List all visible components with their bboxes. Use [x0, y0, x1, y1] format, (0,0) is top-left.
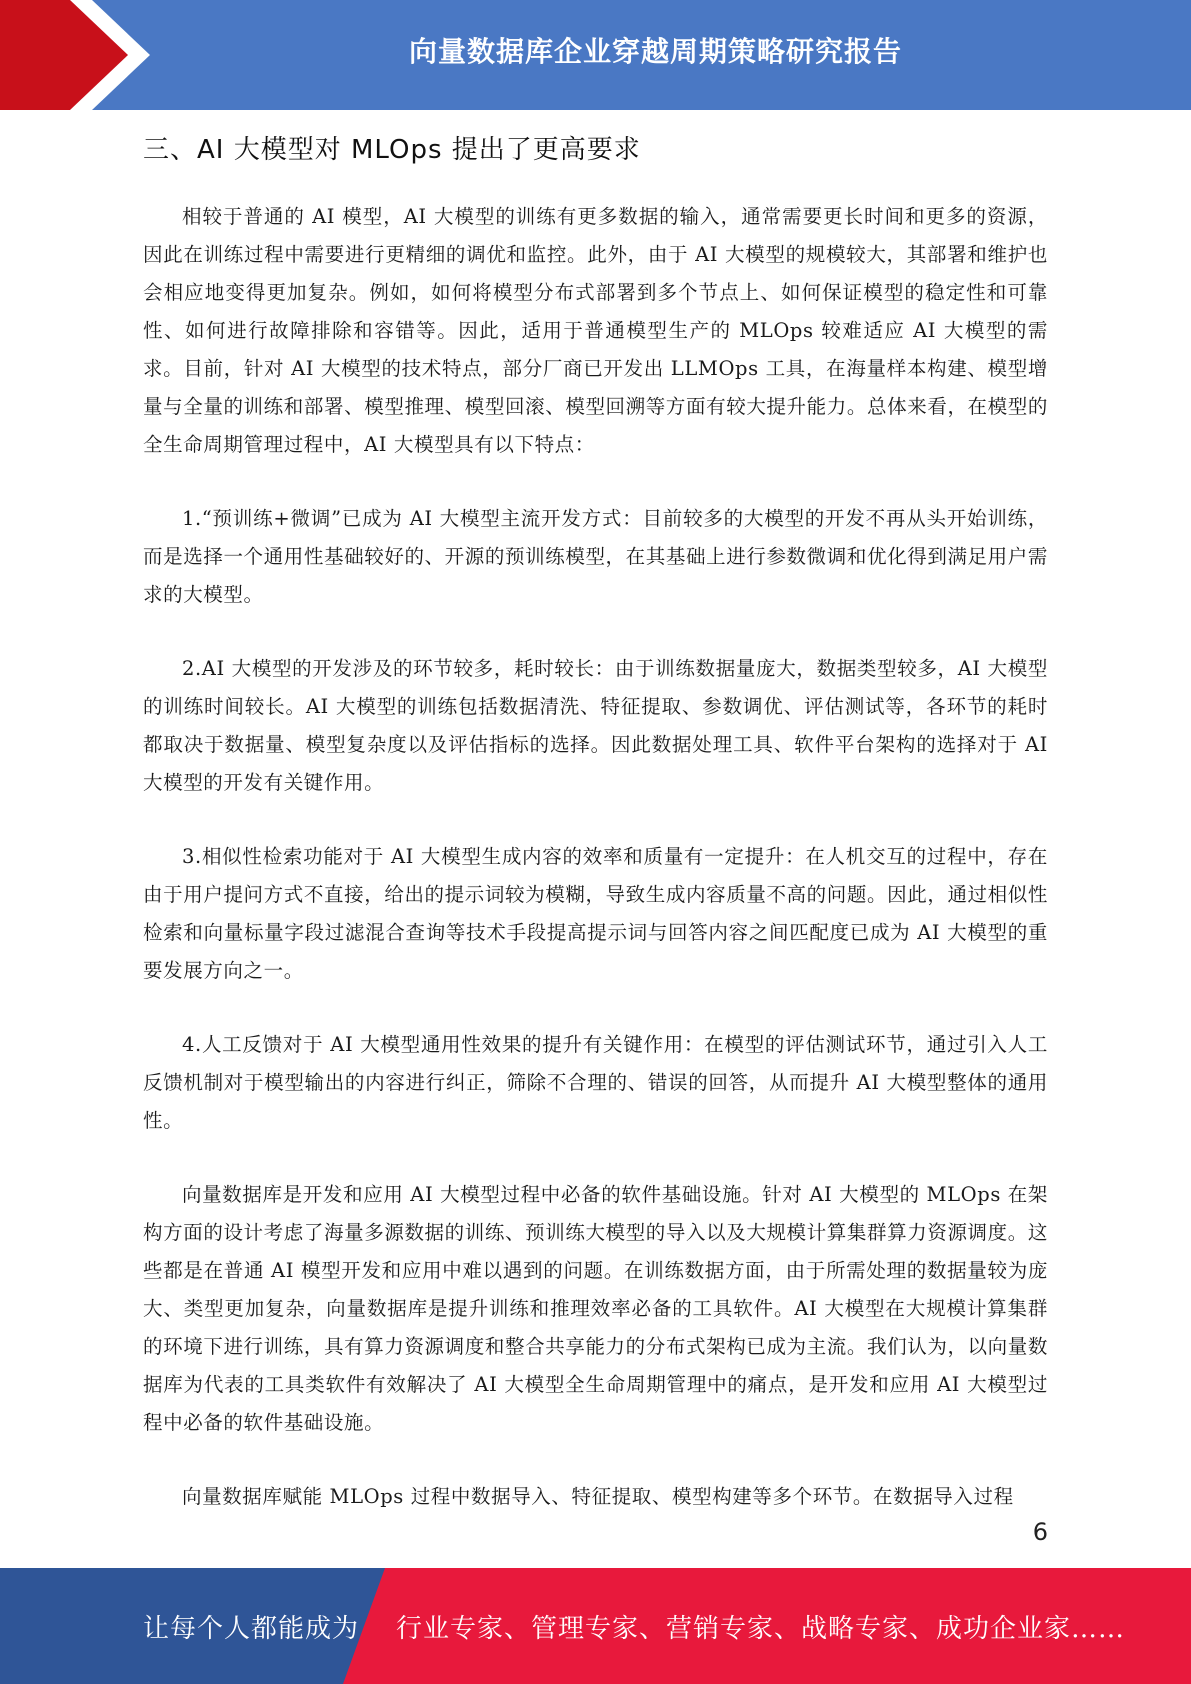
- paragraph-point-2: 2.AI 大模型的开发涉及的环节较多，耗时较长：由于训练数据量庞大，数据类型较多，AI 大模型的训练时间较长。AI 大模型的训练包括数据清洗、特征提取、参数调优、评估测试等，各环节的耗时都取决于数据量、模型复杂度以及评估指标的选择。因此数据处理工具、软件平台架构的选择对于 AI 大模型的开发有关键作用。: [143, 657, 1048, 794]
- paragraph-point-3: 3.相似性检索功能对于 AI 大模型生成内容的效率和质量有一定提升：在人机交互的过程中，存在由于用户提问方式不直接，给出的提示词较为模糊，导致生成内容质量不高的问题。因此，通过相似性检索和向量标量字段过滤混合查询等技术手段提高提示词与回答内容之间匹配度已成为 AI 大模型的重要发展方向之一。: [143, 845, 1048, 982]
- paragraph-intro: 相较于普通的 AI 模型，AI 大模型的训练有更多数据的输入，通常需要更长时间和更多的资源，因此在训练过程中需要进行更精细的调优和监控。此外，由于 AI 大模型的规模较大，其部署和维护也会相应地变得更加复杂。例如，如何将模型分布式部署到多个节点上、如何保证模型的稳定性和可靠性、如何进行故障排除和容错等。因此，适用于普通模型生产的 MLOps 较难适应 AI 大模型的需求。目前，针对 AI 大模型的技术特点，部分厂商已开发出 LLMOps 工具，在海量样本构建、模型增量与全量的训练和部署、模型推理、模型回滚、模型回溯等方面有较大提升能力。总体来看，在模型的全生命周期管理过程中，AI 大模型具有以下特点：: [143, 205, 1048, 456]
- paragraph-mlops-enable: 向量数据库赋能 MLOps 过程中数据导入、特征提取、模型构建等多个环节。在数据导入过程: [182, 1485, 1014, 1508]
- header-band: [0, 0, 1191, 110]
- footer-slogan-left: 让每个人都能成为: [143, 1613, 360, 1644]
- header-chevron-graphic: [0, 0, 160, 110]
- report-title: 向量数据库企业穿越周期策略研究报告: [408, 35, 902, 68]
- paragraph-point-4: 4.人工反馈对于 AI 大模型通用性效果的提升有关键作用：在模型的评估测试环节，通过引入人工反馈机制对于模型输出的内容进行纠正，筛除不合理的、错误的回答，从而提升 AI 大模型整体的通用性。: [143, 1033, 1048, 1132]
- section-heading: 三、AI 大模型对 MLOps 提出了更高要求: [143, 135, 641, 165]
- page-number: 6: [1032, 1518, 1048, 1546]
- page-content: [143, 128, 1048, 1516]
- paragraph-vector-db: 向量数据库是开发和应用 AI 大模型过程中必备的软件基础设施。针对 AI 大模型的 MLOps 在架构方面的设计考虑了海量多源数据的训练、预训练大模型的导入以及大规模计算集群算力资源调度。这些都是在普通 AI 模型开发和应用中难以遇到的问题。在训练数据方面，由于所需处理的数据量较为庞大、类型更加复杂，向量数据库是提升训练和推理效率必备的工具软件。AI 大模型在大规模计算集群的环境下进行训练，具有算力资源调度和整合共享能力的分布式架构已成为主流。我们认为，以向量数据库为代表的工具类软件有效解决了 AI 大模型全生命周期管理中的痛点，是开发和应用 AI 大模型过程中必备的软件基础设施。: [143, 1183, 1048, 1434]
- paragraph-point-1: 1.“预训练+微调”已成为 AI 大模型主流开发方式：目前较多的大模型的开发不再从头开始训练，而是选择一个通用性基础较好的、开源的预训练模型，在其基础上进行参数微调和优化得到满足用户需求的大模型。: [143, 507, 1048, 606]
- footer-slogan-right: 行业专家、管理专家、营销专家、战略专家、成功企业家……: [396, 1613, 1126, 1644]
- footer-band: [0, 1568, 1191, 1684]
